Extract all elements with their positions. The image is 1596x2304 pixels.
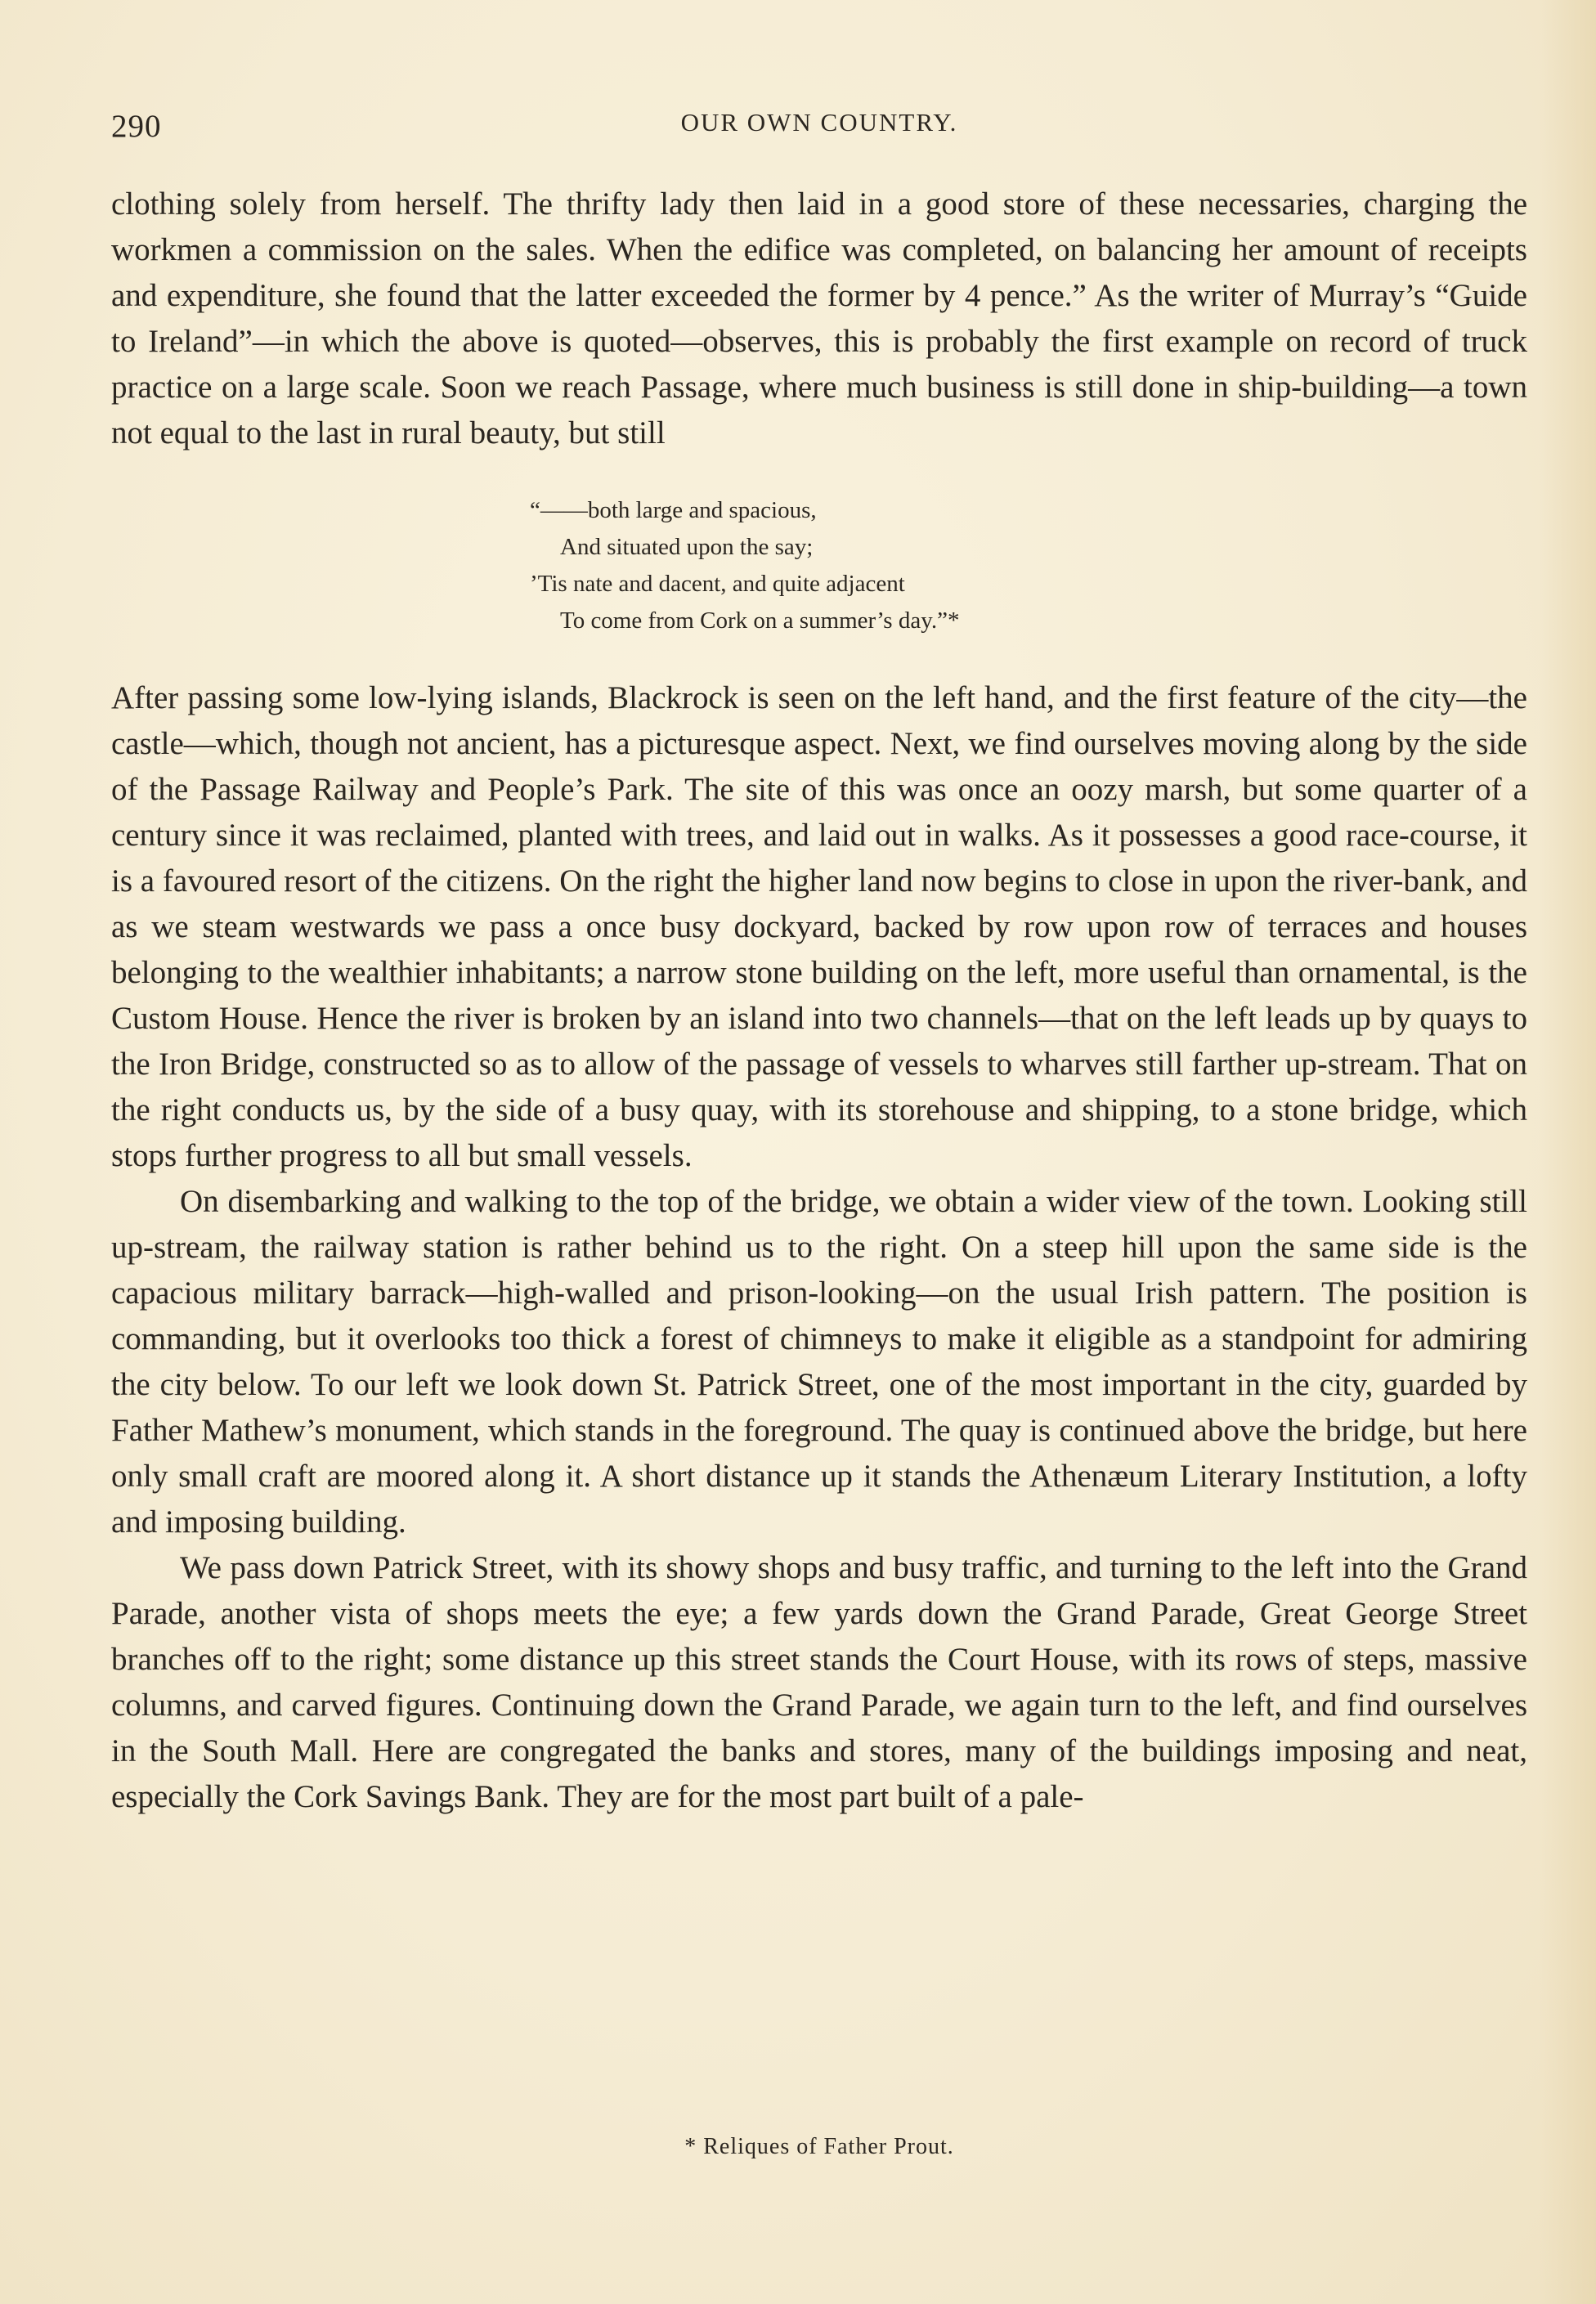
verse-line: ’Tis nate and dacent, and quite adjacent [530, 571, 905, 597]
main-text [111, 182, 1527, 1820]
verse-line: To come from Cork on a summer’s day.”* [560, 607, 960, 634]
verse-line: “——both large and spacious, [530, 497, 817, 523]
paragraph-continuation: clothing solely from herself. The thrifty lady then laid in a good store of these necessaries, charging the workmen a commission on the sales. When the edifice was completed, on balancing her amount of receipts and expenditure, she found that the latter exceeded the former by 4 pence.” As the writer of Murray’s “Guide to Ireland”—in which the above is quoted—observes, this is probably the first example on record of truck practice on a large scale. Soon we reach Passage, where much business is still done in ship-building—a town not equal to the last in rural beauty, but still [111, 186, 1527, 450]
paragraph-patrick-street: We pass down Patrick Street, with its showy shops and busy traffic, and turning to the left into the Grand Parade, another vista of shops meets the eye; a few yards down the Grand Parade, Great George Street branches off to the right; some distance up this street stands the Court House, with its rows of steps, massive columns, and carved figures. Continuing down the Grand Parade, we again turn to the left, and find ourselves in the South Mall. Here are congregated the banks and stores, many of the buildings imposing and neat, especially the Cork Savings Bank. They are for the most part built of a pale- [111, 1550, 1527, 1814]
paragraph-after-verse: After passing some low-lying islands, Blackrock is seen on the left hand, and the first feature of the city—the castle—which, though not ancient, has a picturesque aspect. Next, we find ourselves moving along by the side of the Passage Railway and People’s Park. The site of this was once an oozy marsh, but some quarter of a century since it was reclaimed, planted with trees, and laid out in walks. As it possesses a good race-course, it is a favoured resort of the citizens. On the right the higher land now begins to close in upon the river-bank, and as we steam westwards we pass a once busy dockyard, backed by row upon row of terraces and houses belonging to the wealthier inhabitants; a narrow stone building on the left, more useful than ornamental, is the Custom House. Hence the river is broken by an island into two channels—that on the left leads up by quays to the Iron Bridge, constructed so as to allow of the passage of vessels to wharves still farther up-stream. That on the right conducts us, by the side of a busy quay, with its storehouse and shipping, to a stone bridge, which stops further progress to all but small vessels. [111, 680, 1527, 1173]
running-head [111, 101, 1527, 150]
verse-line: And situated upon the say; [560, 534, 814, 560]
footnote: * Reliques of Father Prout. [684, 2134, 954, 2159]
verse-quotation [111, 492, 1527, 639]
paragraph-bridge-view: On disembarking and walking to the top of the bridge, we obtain a wider view of the town. Looking still up-stream, the railway station is rather behind us to the right. On a steep hill upon the same side is the capacious military barrack—high-walled and prison-looking—on the usual Irish pattern. The position is commanding, but it overlooks too thick a forest of chimneys to make it eligible as a standpoint for admiring the city below. To our left we look down St. Patrick Street, one of the most important in the city, guarded by Father Mathew’s monument, which stands in the foreground. The quay is continued above the bridge, but here only small craft are moored along it. A short distance up it stands the Athenæum Literary Institution, a lofty and imposing building. [111, 1184, 1527, 1540]
page-edge-shading [1539, 0, 1596, 2304]
running-title: OUR OWN COUNTRY. [680, 108, 958, 137]
page-number: 290 [111, 109, 162, 144]
